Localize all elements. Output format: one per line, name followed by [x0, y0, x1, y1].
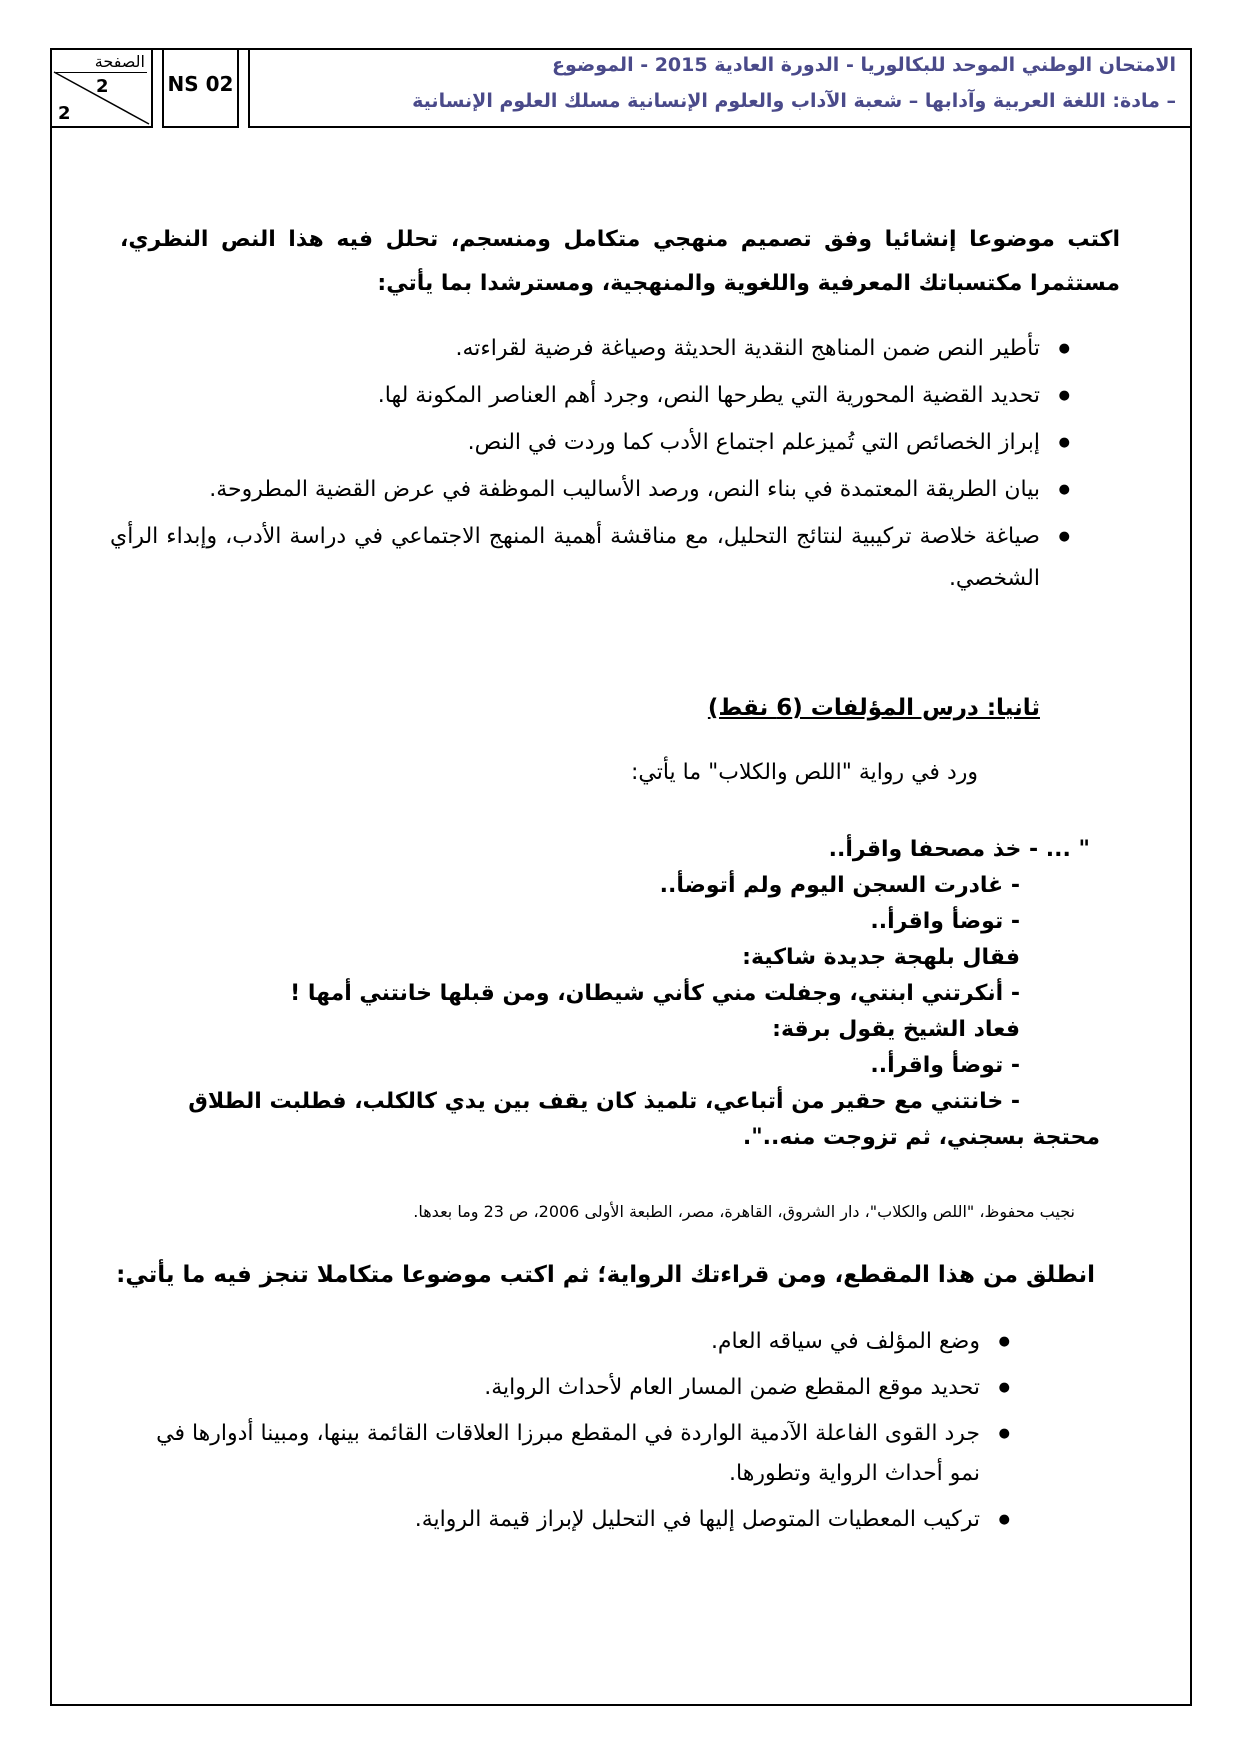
- page-total: 2: [58, 103, 71, 124]
- excerpt-line: - خانتني مع حقير من أتباعي، تلميذ كان يقف بين يدي كالكلب، فطلبت الطلاق: [188, 1089, 1020, 1114]
- excerpt-line: - غادرت السجن اليوم ولم أتوضأ..: [659, 873, 1020, 898]
- part1-instructions: اكتب موضوعا إنشائيا وفق تصميم منهجي متكامل ومنسجم، تحلل فيه هذا النص النظري، مستثمرا مكتسباتك المعرفية واللغوية والمنهجية، ومسترشدا بما يأتي:: [120, 227, 1120, 296]
- excerpt-line: - أنكرتني ابنتي، وجفلت مني كأني شيطان، ومن قبلها خانتني أمها !: [290, 981, 1020, 1006]
- part2-task: انطلق من هذا المقطع، ومن قراءتك الرواية؛ ثم اكتب موضوعا متكاملا تنجز فيه ما يأتي:: [116, 1262, 1095, 1288]
- citation: نجيب محفوظ، "اللص والكلاب"، دار الشروق، القاهرة، مصر، الطبعة الأولى 2006، ص 23 وما بعدها.: [413, 1202, 1075, 1221]
- exam-code: NS 02: [167, 72, 234, 96]
- page-label: الصفحة: [94, 52, 145, 71]
- excerpt-line: فعاد الشيخ يقول برقة:: [772, 1017, 1020, 1042]
- exam-title-box: [248, 48, 1192, 128]
- part1-bullet-list: [110, 328, 1070, 605]
- exam-title: الامتحان الوطني الموحد للبكالوريا - الدورة العادية 2015 - الموضوع: [552, 54, 1176, 76]
- page-number-box: [50, 48, 153, 128]
- novel-excerpt: [120, 832, 1100, 1156]
- exam-code-box: [162, 48, 239, 128]
- list-item: ● وضع المؤلف في سياقه العام.: [130, 1322, 1010, 1362]
- excerpt-line: محتجة بسجني، ثم تزوجت منه..".: [742, 1125, 1100, 1150]
- list-item: ● إبراز الخصائص التي تُميزعلم اجتماع الأدب كما وردت في النص.: [110, 422, 1070, 464]
- part2-heading: ثانيا: درس المؤلفات (6 نقط): [707, 695, 1040, 721]
- excerpt-line: فقال بلهجة جديدة شاكية:: [742, 945, 1020, 970]
- list-item: ● تركيب المعطيات المتوصل إليها في التحليل لإبراز قيمة الرواية.: [130, 1500, 1010, 1540]
- list-item: ● تحديد موقع المقطع ضمن المسار العام لأحداث الرواية.: [130, 1368, 1010, 1408]
- part2-lead: ورد في رواية "اللص والكلاب" ما يأتي:: [630, 760, 978, 785]
- excerpt-line: - توضأ واقرأ..: [870, 1053, 1020, 1078]
- list-item: ● تأطير النص ضمن المناهج النقدية الحديثة وصياغة فرضية لقراءته.: [110, 328, 1070, 370]
- list-item: ● صياغة خلاصة تركيبية لنتائج التحليل، مع مناقشة أهمية المنهج الاجتماعي في دراسة الأدب، وإبداء الرأي الشخصي.: [110, 516, 1070, 600]
- excerpt-line: " ... - خذ مصحفا واقرأ..: [828, 837, 1090, 862]
- excerpt-line: - توضأ واقرأ..: [870, 909, 1020, 934]
- page-number: 2: [96, 76, 109, 97]
- list-item: ● بيان الطريقة المعتمدة في بناء النص، ورصد الأساليب الموظفة في عرض القضية المطروحة.: [110, 469, 1070, 511]
- list-item: ● جرد القوى الفاعلة الآدمية الواردة في المقطع مبرزا العلاقات القائمة بينها، ومبينا أدوارها في نمو أحداث الرواية وتطورها.: [130, 1414, 1010, 1494]
- part2-bullet-list: [130, 1322, 1010, 1546]
- list-item: ● تحديد القضية المحورية التي يطرحها النص، وجرد أهم العناصر المكونة لها.: [110, 375, 1070, 417]
- exam-subject: – مادة: اللغة العربية وآدابها – شعبة الآداب والعلوم الإنسانية مسلك العلوم الإنسانية: [412, 90, 1176, 112]
